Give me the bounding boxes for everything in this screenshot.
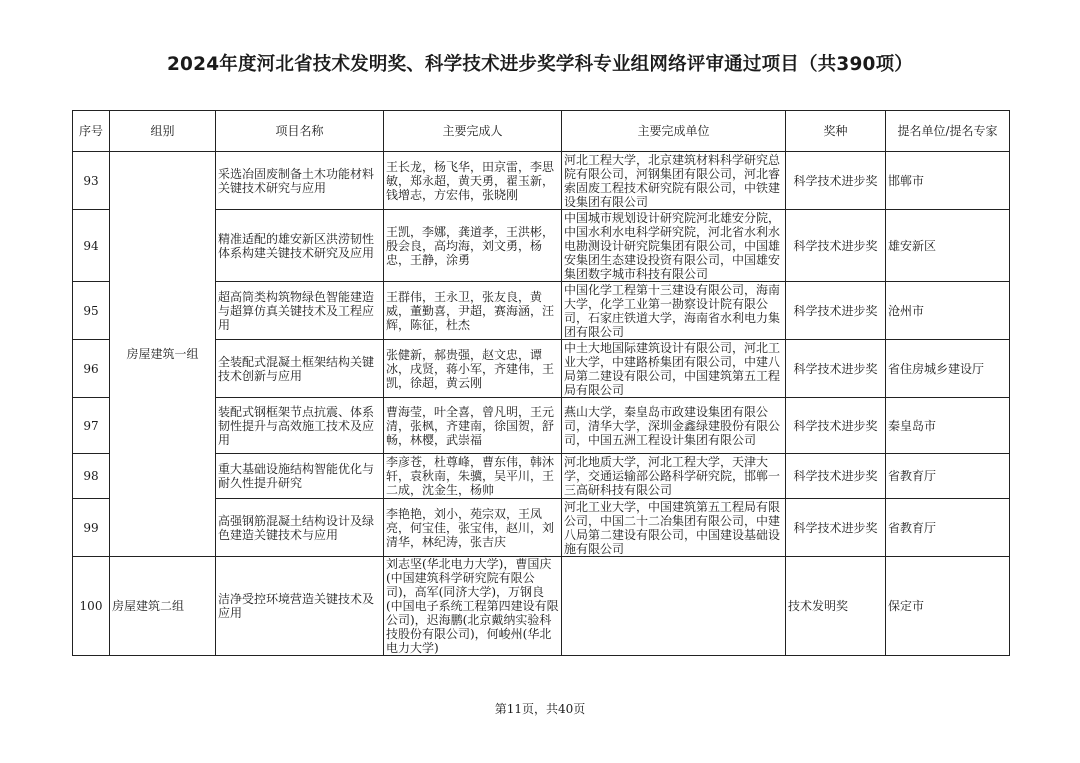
row-units: 燕山大学，秦皇岛市政建设集团有限公司，清华大学，深圳金鑫绿建股份有限公司，中国五洲工程设计集团有限公司 [562,398,786,454]
row-award: 科学技术进步奖 [786,282,886,340]
row-nominator: 保定市 [886,557,1010,656]
row-index: 97 [73,398,110,454]
row-project-name: 全装配式混凝土框架结构关键技术创新与应用 [216,340,384,398]
row-award: 科学技术进步奖 [786,152,886,210]
row-index: 94 [73,210,110,282]
row-award: 科学技术进步奖 [786,499,886,557]
row-units: 河北工业大学，中国建筑第五工程局有限公司，中国二十二冶集团有限公司，中建八局第二建设有限公司，中国建设基础设施有限公司 [562,499,786,557]
row-units: 河北工程大学，北京建筑材料科学研究总院有限公司，河钢集团有限公司，河北睿索固废工程技术研究院有限公司，中铁建设集团有限公司 [562,152,786,210]
header-award-type: 奖种 [786,111,886,152]
row-nominator: 雄安新区 [886,210,1010,282]
row-people: 刘志坚(华北电力大学)，曹国庆(中国建筑科学研究院有限公司)，高军(同济大学)，万钢良(中国电子系统工程第四建设有限公司)，迟海鹏(北京戴纳实验科技股份有限公司)，何峻州(华北电力大学) [384,557,562,656]
row-people: 王凯，李娜，龚道孝，王洪彬，殷会良，高均海，刘文勇，杨忠，王静，涂勇 [384,210,562,282]
row-project-name: 重大基础设施结构智能优化与耐久性提升研究 [216,454,384,499]
page-footer: 第11页，共40页 [494,702,586,716]
table-header-row [73,111,1010,152]
row-index: 99 [73,499,110,557]
row-index: 98 [73,454,110,499]
row-index: 100 [73,557,110,656]
row-index: 93 [73,152,110,210]
row-award: 科学技术进步奖 [786,210,886,282]
row-units: 中土大地国际建筑设计有限公司，河北工业大学，中建路桥集团有限公司，中建八局第二建设有限公司，中国建筑第五工程局有限公司 [562,340,786,398]
row-units [562,557,786,656]
row-project-name: 洁净受控环境营造关键技术及应用 [216,557,384,656]
header-nominator: 提名单位/提名专家 [886,111,1010,152]
header-index: 序号 [73,111,110,152]
row-nominator: 省教育厅 [886,454,1010,499]
row-nominator: 邯郸市 [886,152,1010,210]
projects-table [72,110,1010,656]
header-main-units: 主要完成单位 [562,111,786,152]
row-people: 王群伟，王永卫，张友良，黄威，董勤喜，尹超，赛海涵，汪辉，陈征，杜杰 [384,282,562,340]
row-people: 李艳艳，刘小，苑宗双，王凤亮，何宝佳，张宝伟，赵川，刘清华，林纪涛，张吉庆 [384,499,562,557]
page-title: 2024年度河北省技术发明奖、科学技术进步奖学科专业组网络评审通过项目（共390项） [166,54,913,75]
row-people: 张健新，郝贵强，赵文忠，谭冰，戌贤，蒋小军，齐建伟，王凯，徐超，黄云刚 [384,340,562,398]
row-nominator: 秦皇岛市 [886,398,1010,454]
row-units: 中国化学工程第十三建设有限公司，海南大学，化学工业第一勘察设计院有限公司，石家庄铁道大学，海南省水利电力集团有限公司 [562,282,786,340]
row-nominator: 沧州市 [886,282,1010,340]
table-row [73,557,1010,656]
header-main-people: 主要完成人 [384,111,562,152]
row-award: 科学技术进步奖 [786,398,886,454]
row-index: 96 [73,340,110,398]
table-row [73,152,1010,210]
row-nominator: 省教育厅 [886,499,1010,557]
header-project-name: 项目名称 [216,111,384,152]
row-award: 科学技术进步奖 [786,340,886,398]
row-people: 曹海莹，叶全喜，曾凡明，王元清，张枫，齐建南，徐国贺，舒畅，林樱，武崇福 [384,398,562,454]
row-group: 房屋建筑二组 [110,557,216,656]
row-project-name: 高强钢筋混凝土结构设计及绿色建造关键技术与应用 [216,499,384,557]
row-project-name: 采选冶固废制备土木功能材料关键技术研究与应用 [216,152,384,210]
header-group: 组别 [110,111,216,152]
row-units: 中国城市规划设计研究院河北雄安分院，中国水利水电科学研究院，河北省水利水电勘测设计研究院集团有限公司，中国雄安集团生态建设投资有限公司，中国雄安集团数字城市科技有限公司 [562,210,786,282]
row-index: 95 [73,282,110,340]
row-nominator: 省住房城乡建设厅 [886,340,1010,398]
row-people: 李彦苍，杜尊峰，曹东伟，韩沐轩，袁秋南，朱骥，吴平川，王二成，沈金生，杨帅 [384,454,562,499]
row-people: 王长龙，杨飞华，田京雷，李思敏，郑永超，黄天勇，翟玉新，钱增志，方宏伟，张晓刚 [384,152,562,210]
row-award: 科学技术进步奖 [786,454,886,499]
row-project-name: 装配式钢框架节点抗震、体系韧性提升与高效施工技术及应用 [216,398,384,454]
row-project-name: 超高筒类构筑物绿色智能建造与超算仿真关键技术及工程应用 [216,282,384,340]
row-award: 技术发明奖 [786,557,886,656]
row-project-name: 精准适配的雄安新区洪涝韧性体系构建关键技术研究及应用 [216,210,384,282]
row-group: 房屋建筑一组 [110,152,216,557]
row-units: 河北地质大学，河北工程大学，天津大学，交通运输部公路科学研究院，邯郸一三高研科技有限公司 [562,454,786,499]
